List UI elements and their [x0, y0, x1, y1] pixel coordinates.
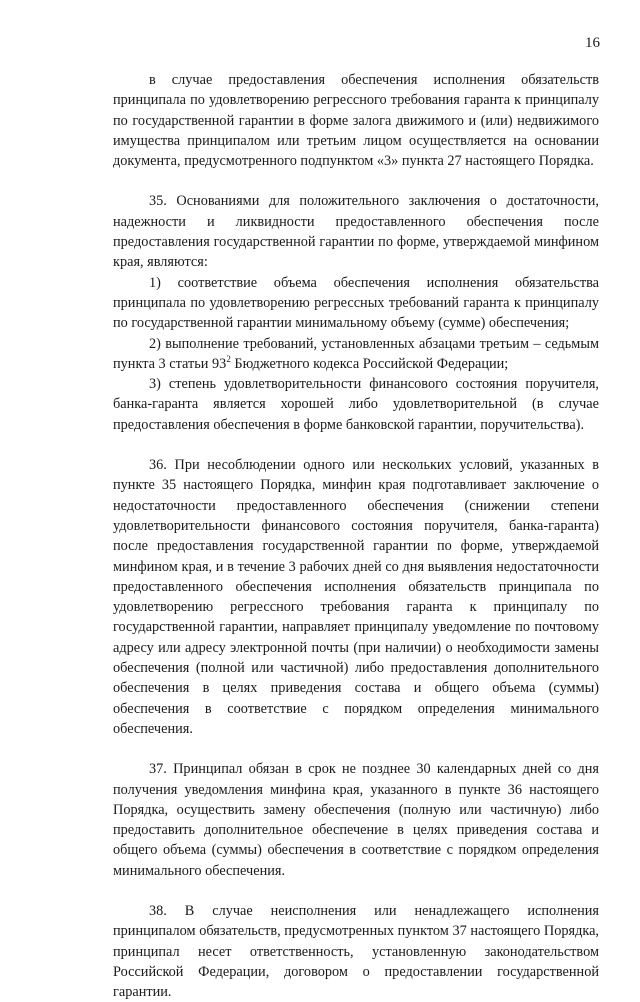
paragraph-36: 36. При несоблюдении одного или нескольких условий, указанных в пункте 35 настоящего Порядка, минфин края подготавливает заключение о недостаточности предоставленного обеспечения (снижении степени удовлетворительности финансового состояния поручителя, банка-гаранта) после предоставления государственной гарантии по форме, утверждаемой минфином края, и в течение 3 рабочих дней со дня выявления недостаточности предоставленного обеспечения исполнения обязательств принципала по удовлетворению регрессного требования гаранта к принципалу по государственной гарантии, направляет принципалу уведомление по почтовому адресу или адресу электронной почты (при наличии) о необходимости замены обеспечения (полной или частичной) либо предоставления дополнительного обеспечения в целях приведения состава и общего объема (суммы) обеспечения в соответствие с порядком определения минимального обеспечения.: [113, 457, 599, 737]
paragraph-continuation: в случае предоставления обеспечения исполнения обязательств принципала по удовлетворению регрессного требования гаранта к принципалу по государственной гарантии в форме залога движимого и (или) недвижимого имущества принципалом или третьим лицом осуществляется на основании документа, предусмотренного подпунктом «3» пункта 27 настоящего Порядка.: [113, 72, 599, 170]
paragraph-35-item-2: [113, 334, 599, 375]
paragraph-37: 37. Принципал обязан в срок не позднее 30 календарных дней со дня получения уведомления минфина края, указанного в пункте 36 настоящего Порядка, осуществить замену обеспечения (полную или частичную) либо предоставить дополнительное обеспечение в целях приведения состава и общего объема (суммы) обеспечения в соответствие с порядком определения минимального обеспечения.: [113, 761, 599, 879]
item-2-text-start: 2) выполнение требований, установленных абзацами третьим – седьмым пункта 3 статьи 93: [113, 335, 599, 372]
item-2-text-end: Бюджетного кодекса Российской Федерации;: [230, 355, 509, 372]
paragraph-38: 38. В случае неисполнения или ненадлежащего исполнения принципалом обязательств, предусмотренных пунктом 37 настоящего Порядка, принципал несет ответственность, установленную законодательством Российской Федерации, договором о предоставлении государственной гарантии.: [113, 902, 599, 1001]
article-superscript: 2: [226, 354, 231, 365]
paragraph-35-item-1: 1) соответствие объема обеспечения исполнения обязательства принципала по удовлетворению регрессных требований гаранта к принципалу по государственной гарантии минимальному объему (сумме) обеспечения;: [113, 274, 599, 332]
paragraph-35-item-3: 3) степень удовлетворительности финансового состояния поручителя, банка-гаранта является хорошей либо удовлетворительной (в случае предоставления обеспечения в форме банковской гарантии, поручительства).: [113, 376, 599, 433]
document-body: [113, 70, 599, 1002]
paragraph-35: 35. Основаниями для положительного заключения о достаточности, надежности и ликвидности предоставленного обеспечения после предоставления государственной гарантии по форме, утверждаемой минфином края, являются:: [113, 193, 599, 271]
page-number: 16: [585, 35, 600, 51]
